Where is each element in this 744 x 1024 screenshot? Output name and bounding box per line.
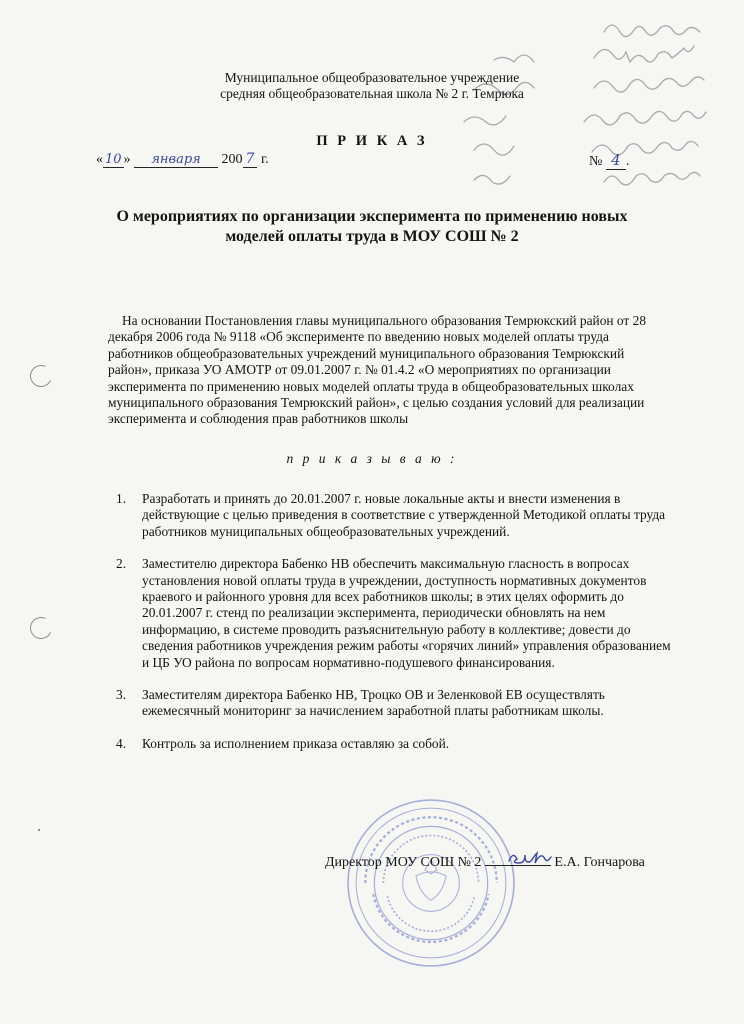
organization-name-line2: средняя общеобразовательная школа № 2 г. Темрюка	[220, 86, 524, 101]
signatory-position: Директор МОУ СОШ № 2	[325, 855, 482, 870]
order-item-text: Разработать и принять до 20.01.2007 г. новые локальные акты и внести изменения в действующие с целью приведения в соответствие с утвержденной Методикой оплаты труда работников муниципальных общеобразовательных учреждений.	[142, 491, 666, 539]
order-heading-line2: моделей оплаты труда в МОУ СОШ № 2	[225, 228, 519, 245]
order-item-text: Заместителю директора Бабенко НВ обеспечить максимальную гласность в вопросах установления новой оплаты труда в учреждении, доступность нормативных документов краевого и районного уровня для всех работников школы; в этих целях оформить до 20.01.2007 г. стенд по реализации эксперимента, периодически обновлять на нем информацию, в системе проводить разъяснительную работу в коллективе; довести до сведения работников учреждения режим работы «горячих линий» управления образованием и ЦБ УО района по вопросам нормативно-подушевого финансирования.	[142, 556, 671, 670]
order-heading	[0, 207, 744, 247]
order-item-number: 2.	[116, 556, 127, 572]
order-item-number: 4.	[116, 735, 127, 751]
order-number-label: №	[589, 154, 603, 169]
date-year-suffix: г.	[257, 152, 269, 167]
date-year-digit: 7	[243, 151, 258, 168]
punch-hole-lower	[27, 614, 55, 642]
scan-speck	[38, 829, 40, 831]
order-item	[112, 556, 672, 671]
order-date	[96, 151, 269, 168]
order-title: П Р И К А З	[316, 133, 428, 149]
order-item	[112, 736, 672, 752]
preamble-paragraph: На основании Постановления главы муниципального образования Темрюкский район от 28 декабря 2006 года № 9118 «Об эксперименте по введению новых моделей оплаты труда работников общеобразовательных учреждений муниципального образования Темрюкский район», приказа УО АМОТР от 09.01.2007 г. № 01.4.2 «О мероприятиях по организации эксперимента по применению новых моделей оплаты труда в общеобразовательных школах муниципального образования Темрюкский район», с целью создания условий для реализации эксперимента и соблюдения прав работников школы	[108, 313, 647, 427]
organization-header	[0, 70, 744, 102]
order-number-value: 4	[606, 151, 626, 170]
order-item-text: Контроль за исполнением приказа оставляю за собой.	[142, 735, 450, 751]
order-number	[589, 151, 629, 170]
handwritten-signature	[505, 845, 555, 869]
date-close-quote: »	[123, 152, 131, 167]
punch-hole-upper	[27, 362, 55, 390]
order-item-number: 3.	[116, 687, 127, 703]
order-heading-line1: О мероприятиях по организации эксперимента по применению новых	[116, 208, 628, 225]
date-open-quote: «	[96, 152, 103, 167]
order-item	[112, 491, 672, 540]
signature-block	[325, 853, 645, 871]
organization-name-line1: Муниципальное общеобразовательное учреждение	[224, 70, 520, 85]
order-number-dot: .	[625, 154, 630, 169]
date-day: 10	[105, 152, 122, 167]
date-year-prefix: 200	[221, 152, 243, 167]
order-items-list	[112, 491, 672, 768]
pencil-acknowledgement-notes	[454, 10, 744, 200]
order-word: п р и к а з ы в а ю :	[286, 451, 458, 466]
order-item-number: 1.	[116, 491, 127, 506]
official-seal	[345, 797, 517, 969]
date-month: января	[134, 152, 218, 168]
order-item-text: Заместителям директора Бабенко НВ, Троцко ОВ и Зеленковой ЕВ осуществлять ежемесячный мониторинг за начислением заработной платы работникам школы.	[142, 687, 605, 719]
signatory-name: Е.А. Гончарова	[554, 855, 645, 870]
order-item	[112, 687, 672, 720]
